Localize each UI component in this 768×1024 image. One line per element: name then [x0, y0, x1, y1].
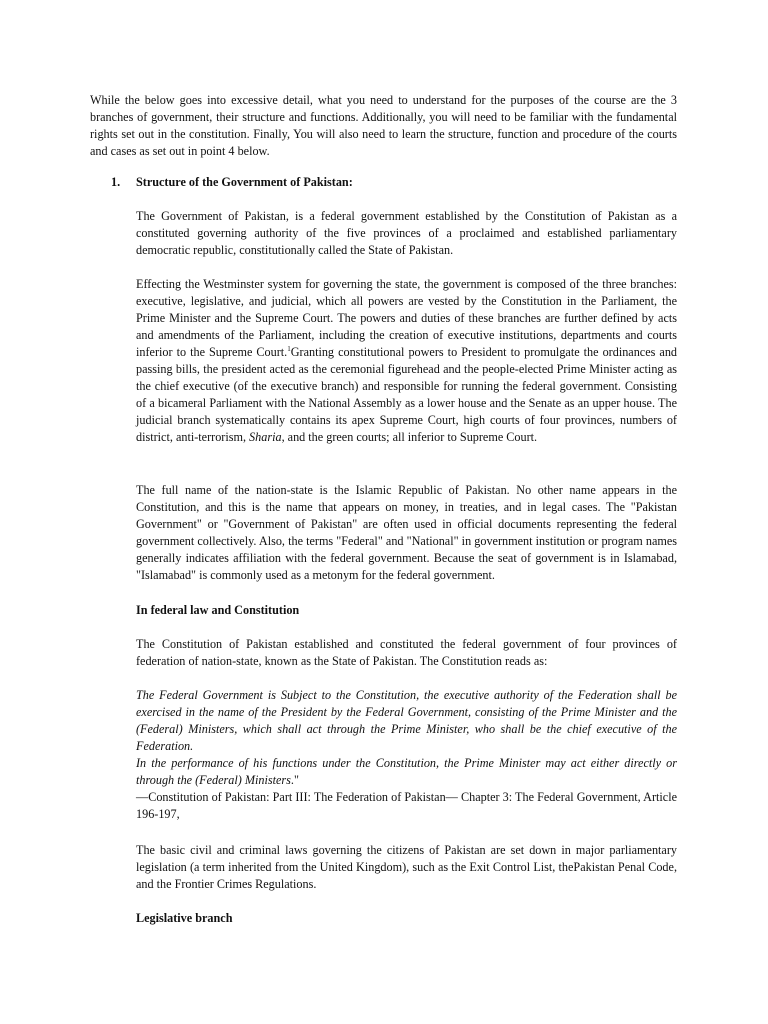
- westminster-paragraph: [136, 276, 677, 446]
- government-paragraph: The Government of Pakistan, is a federal government established by the Constitution of Pakistan as a constituted governing authority of the five provinces of a proclaimed and established parliamentary democratic republic, constitutionally called the State of Pakistan.: [136, 209, 677, 257]
- quote-first: The Federal Government is Subject to the Constitution, the executive authority of the Federation shall be exercised in the name of the President by the Federal Government, consisting of the Prime Minister and the (Federal) Ministers, which shall act through the Prime Minister, who shall be the chief executive of the Federation.: [136, 688, 677, 753]
- section-number: 1.: [111, 175, 121, 189]
- intro-paragraph: While the below goes into excessive detail, what you need to understand for the purposes of the course are the 3 branches of government, their structure and functions. Additionally, you will need to be familiar with the fundamental rights set out in the constitution. Finally, You will also need to learn the structure, function and procedure of the courts and cases as set out in point 4 below.: [90, 93, 677, 158]
- name-paragraph: The full name of the nation-state is the Islamic Republic of Pakistan. No other name appears in the Constitution, and this is the name that appears on money, in treaties, and in legal cases. The "Pakistan Government" or "Government of Pakistan" are often used in official documents representing the federal government collectively. Also, the terms "Federal" and "National" in government institution or program names generally indicates affiliation with the federal government. Because the seat of government is in Islamabad, "Islamabad" is commonly used as a metonym for the federal government.: [136, 483, 677, 582]
- federal-law-heading: In federal law and Constitution: [136, 603, 300, 617]
- quote-attribution: —Constitution of Pakistan: Part III: The Federation of Pakistan— Chapter 3: The Federal Government, Article 196-197,: [136, 790, 677, 821]
- westminster-text-c: , and the green courts; all inferior to Supreme Court.: [281, 430, 538, 444]
- quote-close: .": [290, 773, 299, 787]
- quote-second-line: [136, 755, 677, 789]
- section-title: Structure of the Government of Pakistan:: [136, 175, 353, 189]
- constitution-paragraph: The Constitution of Pakistan established and constituted the federal government of four provinces of federation of nation-state, known as the State of Pakistan. The Constitution reads as:: [136, 637, 677, 668]
- legislative-heading: Legislative branch: [136, 911, 233, 925]
- westminster-text-b: Granting constitutional powers to President to promulgate the ordinances and passing bills, the president acted as the ceremonial figurehead and the people-elected Prime Minister acting as the chief executive (of the executive branch) and responsible for running the federal government. Consisting of a bicameral Parliament with the National Assembly as a lower house and the Senate as an upper house. The judicial branch systematically contains its apex Supreme Court, high courts of four provinces, numbers of district, anti-terrorism,: [136, 345, 678, 444]
- quote-second: In the performance of his functions under the Constitution, the Prime Minister may act either directly or through the (Federal) Ministers: [136, 756, 677, 787]
- sharia-term: Sharia: [249, 430, 282, 444]
- constitution-quote: [136, 687, 677, 823]
- westminster-text-a: Effecting the Westminster system for governing the state, the government is composed of the three branches: executive, legislative, and judicial, which all powers are vested by the Constitution in the Parliament, the Prime Minister and the Supreme Court. The powers and duties of these branches are further defined by acts and amendments of the Parliament, including the creation of executive institutions, departments and courts inferior to the Supreme Court.: [136, 277, 677, 359]
- footnote-marker[interactable]: 1: [287, 344, 291, 353]
- laws-paragraph: The basic civil and criminal laws governing the citizens of Pakistan are set down in major parliamentary legislation (a term inherited from the United Kingdom), such as the Exit Control List, thePakistan Penal Code, and the Frontier Crimes Regulations.: [136, 843, 677, 891]
